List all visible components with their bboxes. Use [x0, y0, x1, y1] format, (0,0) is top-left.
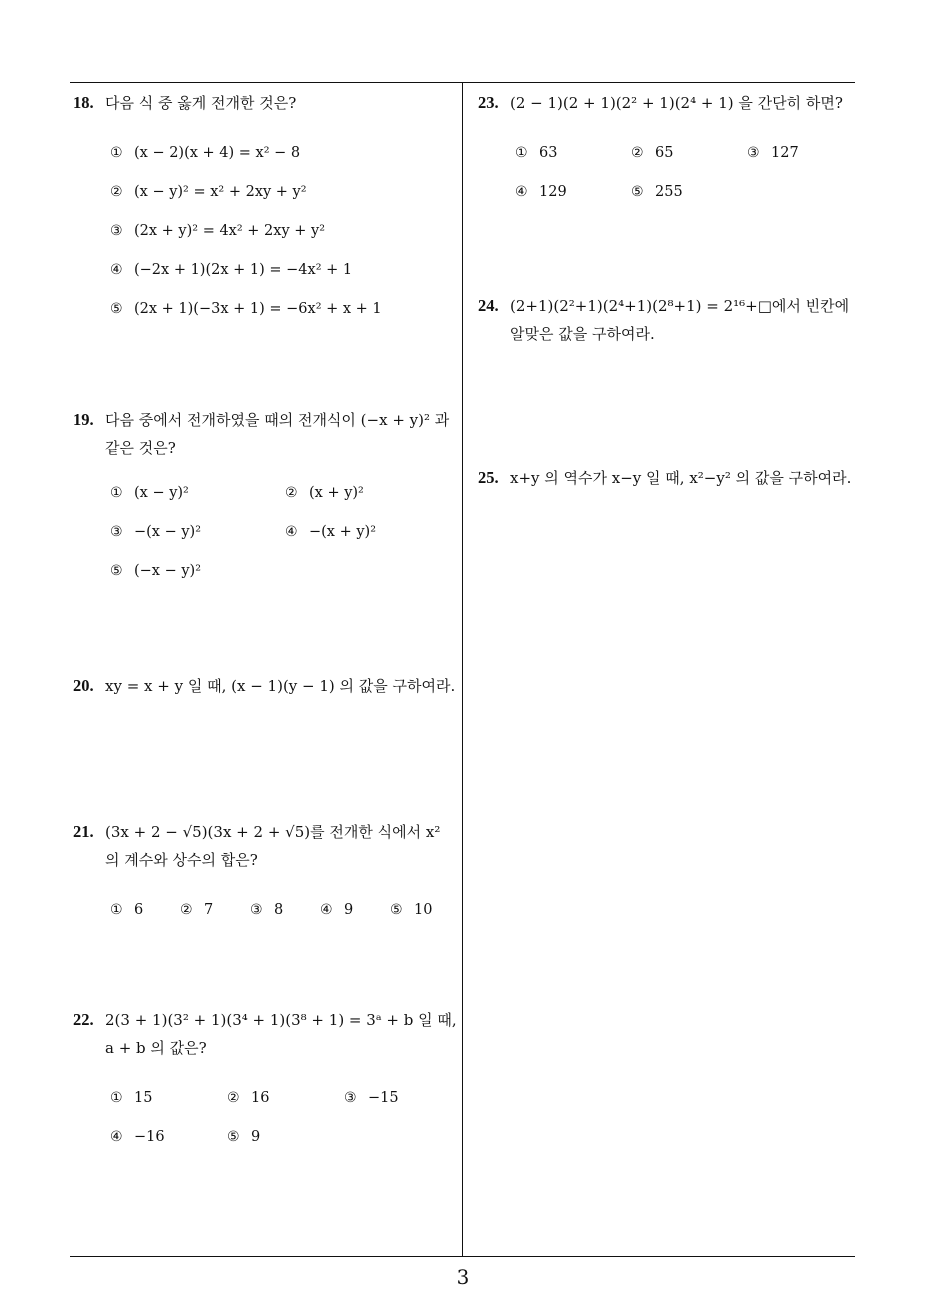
choice-mark: ②	[227, 1090, 240, 1106]
choice-text: (x − y)²	[134, 485, 189, 501]
question-text: 다음 식 중 옳게 전개한 것은?	[105, 94, 297, 112]
choice-mark: ②	[631, 145, 644, 161]
choice-mark: ①	[515, 145, 528, 161]
choice-mark: ①	[110, 485, 123, 501]
choice-mark: ⑤	[390, 902, 403, 918]
choice-3[interactable]	[110, 518, 201, 546]
question-number: 25.	[478, 468, 499, 487]
choice-text: (x − 2)(x + 4) = x² − 8	[134, 145, 301, 161]
choice-text: 65	[655, 145, 674, 161]
question-19	[73, 406, 457, 579]
question-stem	[73, 406, 457, 462]
choice-text: 16	[251, 1090, 270, 1106]
choice-3[interactable]	[344, 1084, 399, 1112]
choice-1[interactable]	[110, 479, 189, 507]
choice-text: −(x − y)²	[134, 524, 202, 540]
choice-1[interactable]	[110, 896, 143, 924]
choice-mark: ②	[285, 485, 298, 501]
choice-text: 9	[251, 1129, 261, 1145]
choice-text: 7	[204, 902, 214, 918]
question-text: (2+1)(2²+1)(2⁴+1)(2⁸+1) = 2¹⁶+□에서 빈칸에 알맞은 값을 구하여라.	[510, 297, 850, 343]
choice-text: 6	[134, 902, 144, 918]
choice-4[interactable]	[110, 1123, 165, 1151]
question-text: (3x + 2 − √5)(3x + 2 + √5)를 전개한 식에서 x² 의 계수와 상수의 합은?	[105, 823, 441, 869]
choice-mark: ①	[110, 145, 123, 161]
question-number: 18.	[73, 93, 94, 112]
question-text: x+y 의 역수가 x−y 일 때, x²−y² 의 값을 구하여라.	[510, 469, 852, 487]
question-22	[73, 1006, 457, 1145]
choice-text: 15	[134, 1090, 153, 1106]
question-stem	[73, 89, 457, 117]
choice-4[interactable]	[515, 178, 567, 206]
choice-mark: ②	[110, 184, 123, 200]
question-text: (2 − 1)(2 + 1)(2² + 1)(2⁴ + 1) 을 간단히 하면?	[510, 94, 843, 112]
choice-mark: ④	[515, 184, 528, 200]
choice-2[interactable]	[227, 1084, 269, 1112]
choice-text: 8	[274, 902, 284, 918]
choice-text: (x − y)² = x² + 2xy + y²	[134, 184, 307, 200]
choice-mark: ④	[285, 524, 298, 540]
choice-mark: ①	[110, 902, 123, 918]
choice-5[interactable]	[390, 896, 432, 924]
choice-text: −(x + y)²	[309, 524, 377, 540]
choice-text: 10	[414, 902, 433, 918]
choice-mark: ⑤	[227, 1129, 240, 1145]
question-21	[73, 818, 457, 918]
question-25	[478, 464, 860, 492]
choice-5[interactable]	[631, 178, 683, 206]
choice-text: (2x + 1)(−3x + 1) = −6x² + x + 1	[134, 301, 382, 317]
choice-2[interactable]	[631, 139, 673, 167]
bottom-rule	[70, 1256, 855, 1257]
choice-text: (2x + y)² = 4x² + 2xy + y²	[134, 223, 326, 239]
choice-text: −15	[368, 1090, 399, 1106]
question-stem	[478, 292, 860, 348]
choice-mark: ①	[110, 1090, 123, 1106]
question-number: 22.	[73, 1010, 94, 1029]
choice-text: 127	[771, 145, 799, 161]
question-stem	[73, 1006, 457, 1062]
question-number: 24.	[478, 296, 499, 315]
choice-3[interactable]	[110, 217, 325, 245]
choice-2[interactable]	[110, 178, 307, 206]
choice-mark: ③	[344, 1090, 357, 1106]
question-number: 23.	[478, 93, 499, 112]
choice-mark: ③	[250, 902, 263, 918]
choice-mark: ④	[320, 902, 333, 918]
choice-1[interactable]	[110, 1084, 152, 1112]
question-stem	[73, 818, 457, 874]
choice-mark: ②	[180, 902, 193, 918]
choice-mark: ③	[110, 524, 123, 540]
question-24	[478, 292, 860, 348]
choice-text: (x + y)²	[309, 485, 364, 501]
question-stem	[478, 464, 860, 492]
question-text: 2(3 + 1)(3² + 1)(3⁴ + 1)(3⁸ + 1) = 3ᵃ + b 일 때, a + b 의 값은?	[105, 1011, 457, 1057]
choice-5[interactable]	[227, 1123, 260, 1151]
choice-mark: ④	[110, 262, 123, 278]
question-stem	[478, 89, 860, 117]
choice-4[interactable]	[110, 256, 352, 284]
question-number: 20.	[73, 676, 94, 695]
choice-text: 63	[539, 145, 558, 161]
choice-mark: ⑤	[110, 301, 123, 317]
choice-3[interactable]	[250, 896, 283, 924]
choice-text: 129	[539, 184, 567, 200]
choice-5[interactable]	[110, 557, 201, 585]
choice-2[interactable]	[180, 896, 213, 924]
column-divider	[462, 82, 463, 1256]
question-stem	[73, 672, 457, 700]
question-23	[478, 89, 860, 200]
choice-2[interactable]	[285, 479, 364, 507]
choice-4[interactable]	[285, 518, 376, 546]
choice-5[interactable]	[110, 295, 382, 323]
choice-mark: ⑤	[110, 563, 123, 579]
choice-mark: ③	[110, 223, 123, 239]
choice-1[interactable]	[110, 139, 300, 167]
choice-mark: ⑤	[631, 184, 644, 200]
choice-text: (−x − y)²	[134, 563, 202, 579]
choice-text: 9	[344, 902, 354, 918]
question-18	[73, 89, 457, 317]
choice-text: −16	[134, 1129, 165, 1145]
page-number: 3	[456, 1265, 470, 1289]
question-number: 21.	[73, 822, 94, 841]
choice-4[interactable]	[320, 896, 353, 924]
choice-text: (−2x + 1)(2x + 1) = −4x² + 1	[134, 262, 353, 278]
choice-mark: ④	[110, 1129, 123, 1145]
question-number: 19.	[73, 410, 94, 429]
choice-3[interactable]	[747, 139, 799, 167]
question-text: xy = x + y 일 때, (x − 1)(y − 1) 의 값을 구하여라.	[105, 677, 456, 695]
choice-text: 255	[655, 184, 683, 200]
choice-1[interactable]	[515, 139, 557, 167]
question-text: 다음 중에서 전개하였을 때의 전개식이 (−x + y)² 과 같은 것은?	[105, 411, 450, 457]
question-20	[73, 672, 457, 700]
choice-mark: ③	[747, 145, 760, 161]
